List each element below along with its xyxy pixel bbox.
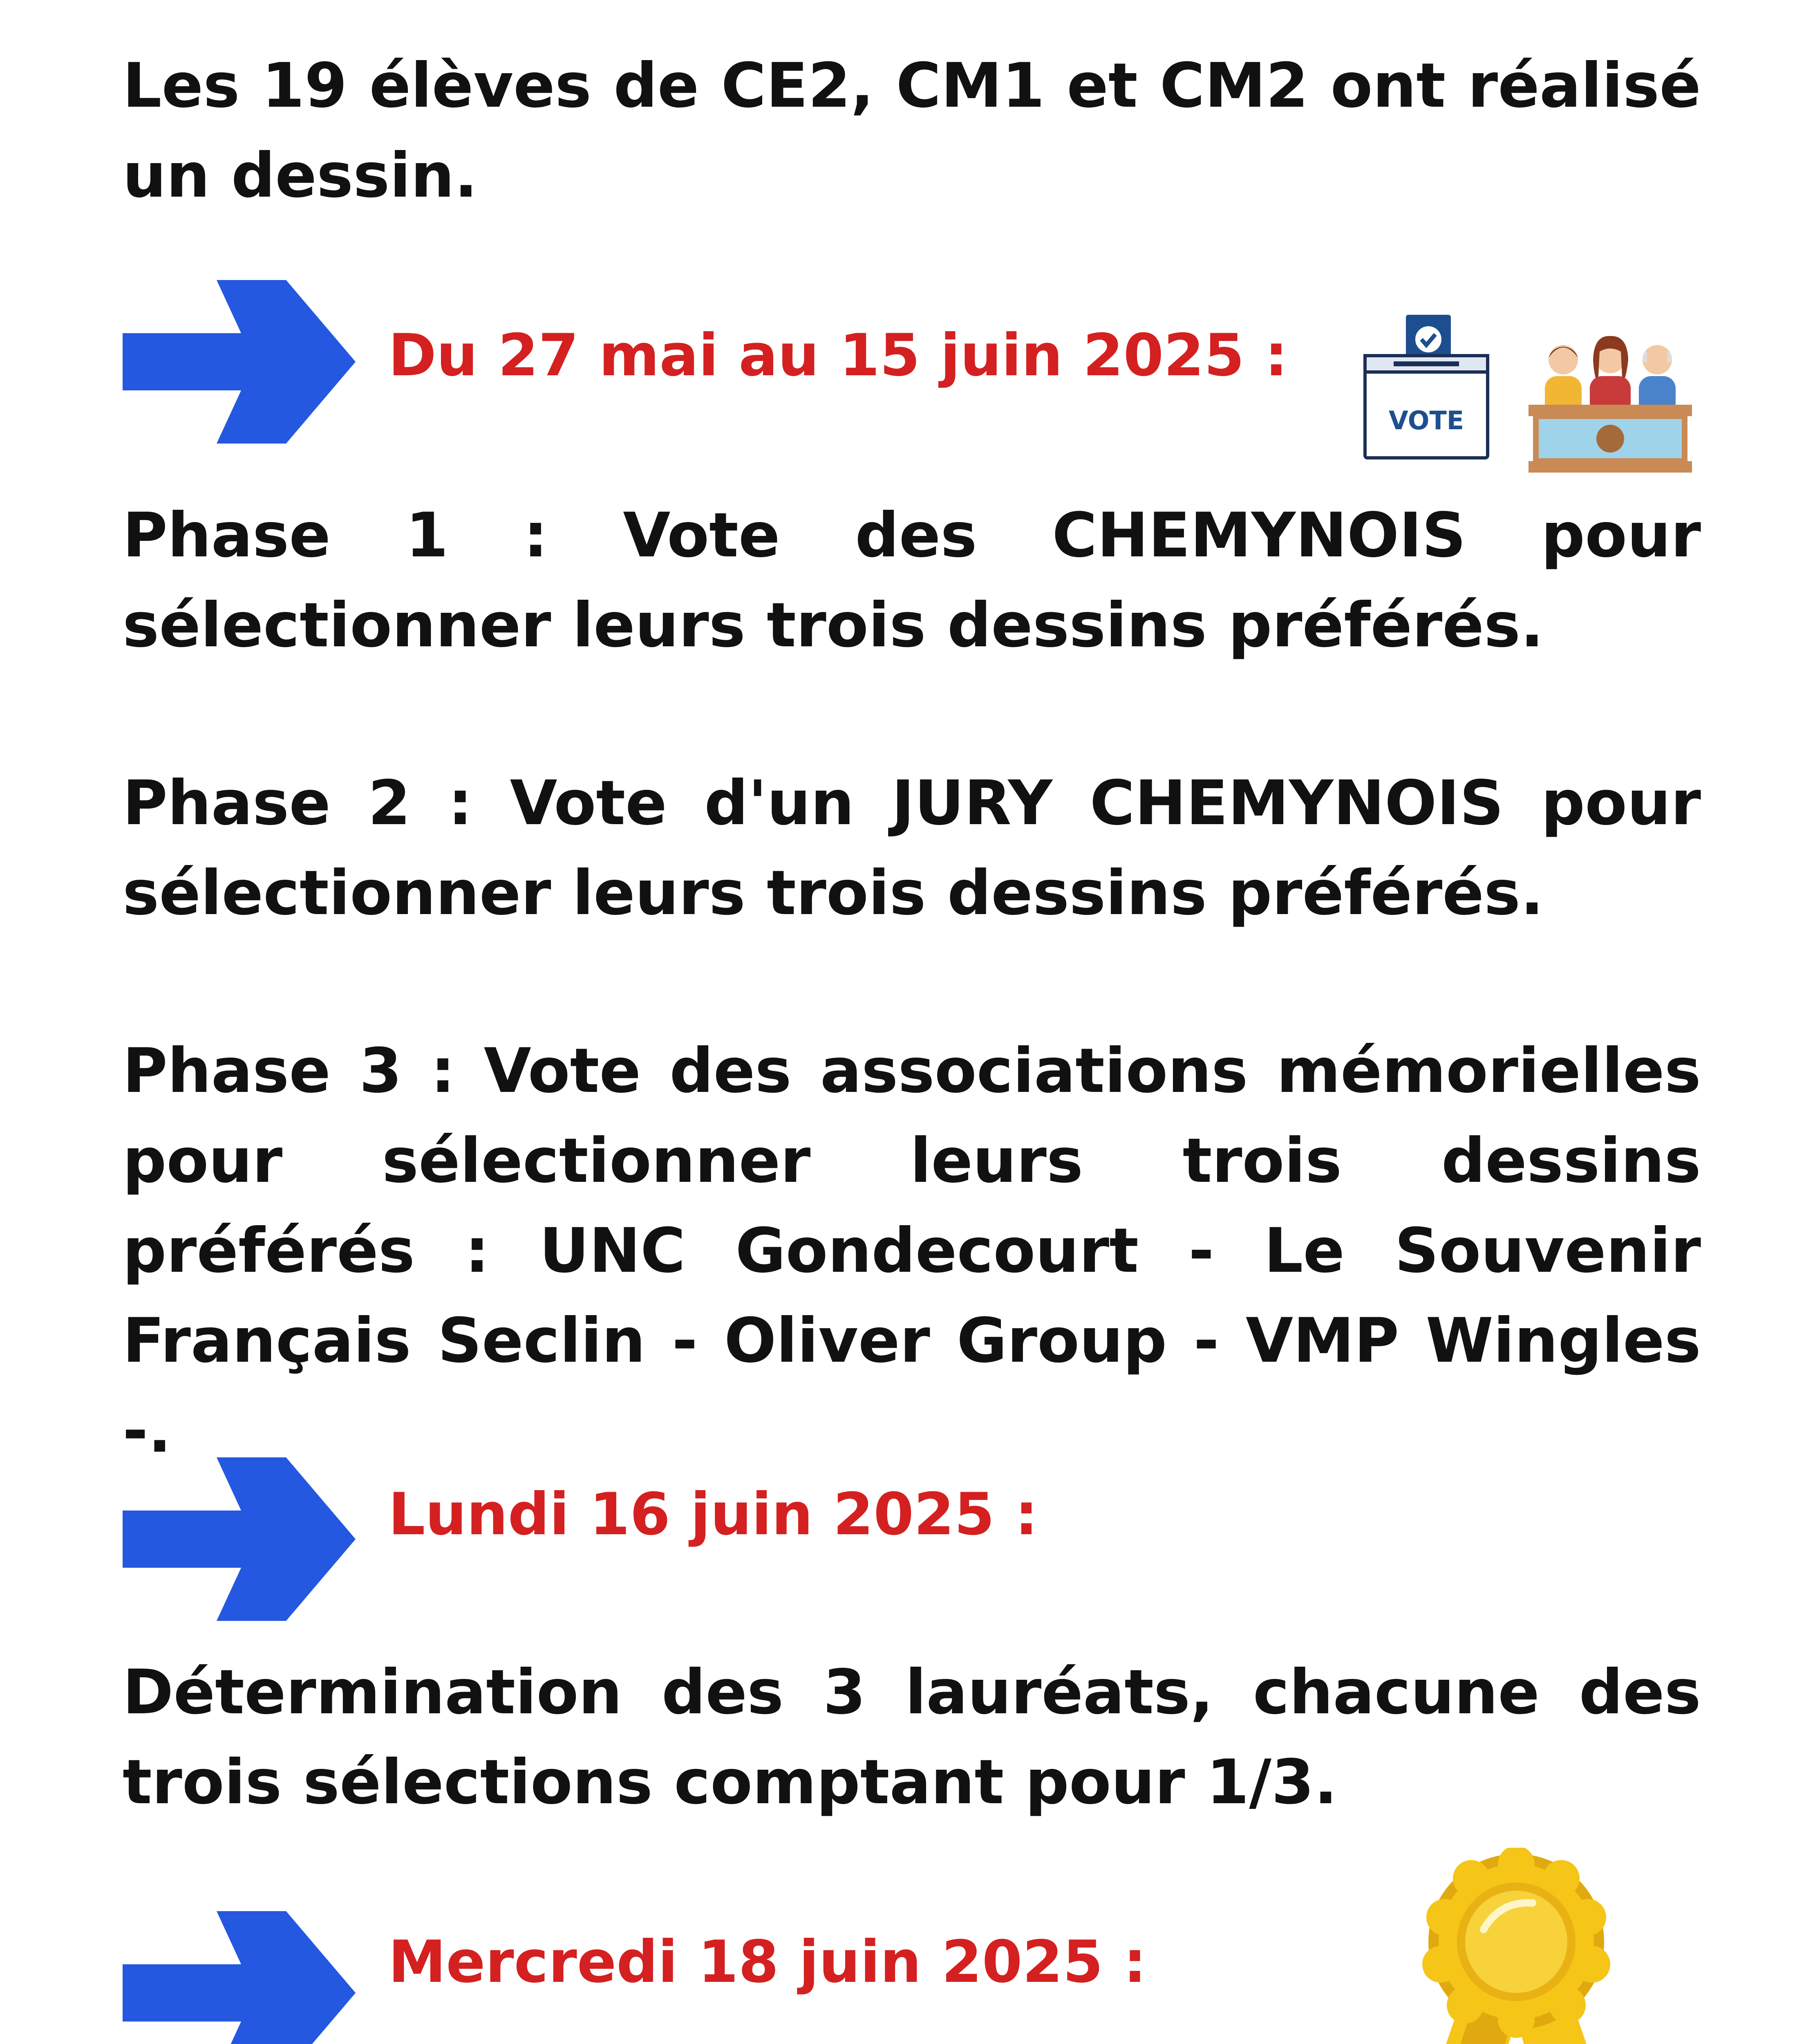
phase-3-text: Phase 3 : Vote des associations mémorielles pour sélectionner leurs trois dessins préférés : UNC Gondecourt - Le Souvenir Français Seclin - Oliver Group - VMP Wingles -. [123,1035,1701,1466]
date-heading-2: Lundi 16 juin 2025 : [388,1481,1038,1548]
jury-panel-icon [1528,335,1692,474]
arrow-right-icon [123,280,356,444]
date-heading-3: Mercredi 18 juin 2025 : [388,1928,1147,1996]
arrow-right-icon [123,1911,356,2044]
arrow-right-icon [123,1457,356,1621]
intro-text: Les 19 élèves de CE2, CM1 et CM2 ont réalisé un dessin. [123,50,1701,211]
date-heading-1: Du 27 mai au 15 juin 2025 : [388,322,1288,389]
ballot-label: VOTE [1388,406,1464,435]
phase-2-text: Phase 2 : Vote d'un JURY CHEMYNOIS pour sélectionner leurs trois dessins préférés. [123,768,1701,929]
award-rosette-icon [1418,1848,1614,2044]
phase-1-text: Phase 1 : Vote des CHEMYNOIS pour sélectionner leurs trois dessins préférés. [123,500,1701,661]
determination-text: Détermination des 3 lauréats, chacune des trois sélections comptant pour 1/3. [123,1657,1701,1818]
ballot-box-icon [1357,311,1496,466]
